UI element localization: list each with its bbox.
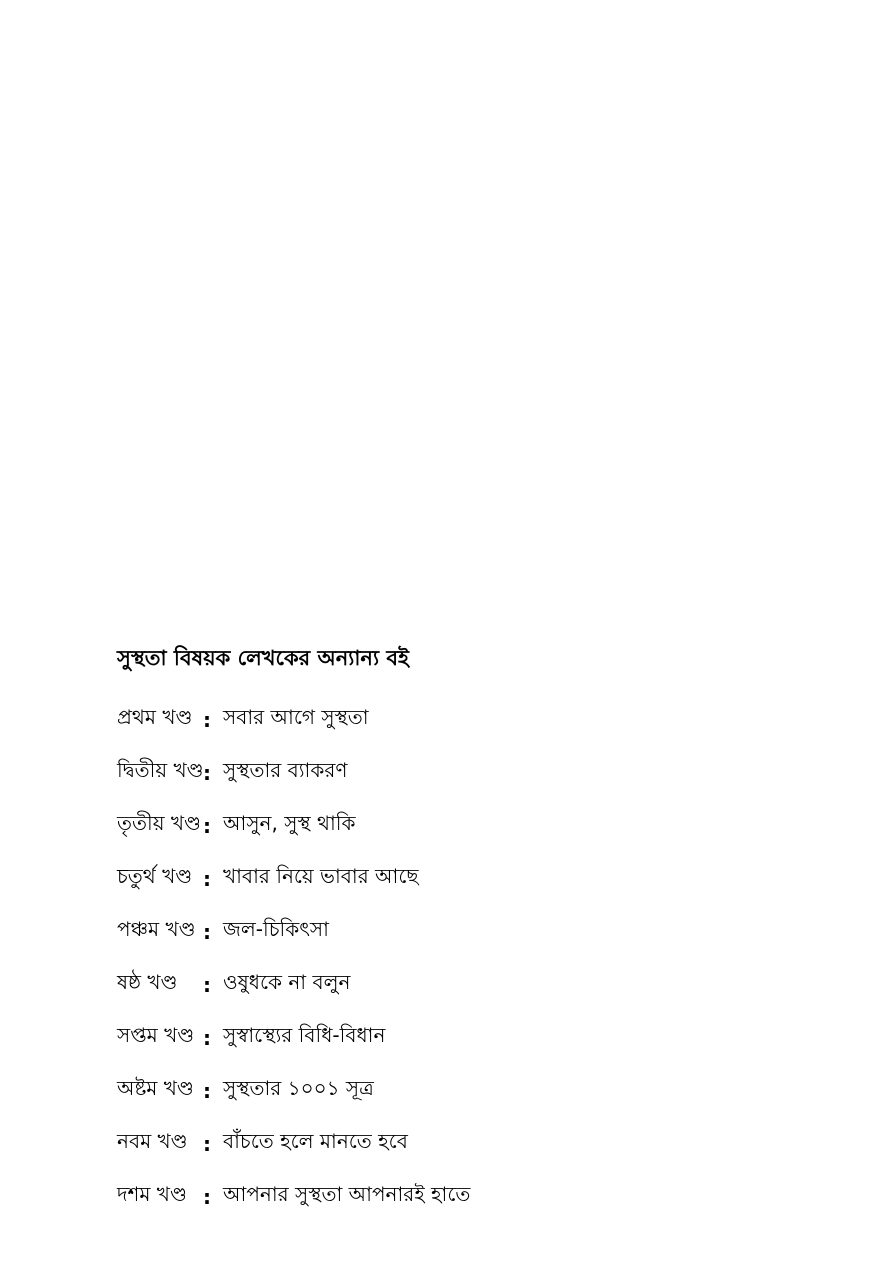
book-title: সুস্থতার ১০০১ সূত্র bbox=[223, 1076, 374, 1100]
list-item bbox=[117, 746, 777, 799]
volume-label: প্রথম খণ্ড bbox=[117, 705, 193, 729]
list-item bbox=[117, 1011, 777, 1064]
list-item bbox=[117, 1064, 777, 1117]
book-title: বাঁচতে হলে মানতে হবে bbox=[223, 1129, 408, 1153]
list-item bbox=[117, 905, 777, 958]
volume-label: নবম খণ্ড bbox=[117, 1129, 188, 1153]
separator: : bbox=[203, 707, 211, 732]
list-item bbox=[117, 799, 777, 852]
list-item bbox=[117, 1117, 777, 1170]
volume-label: তৃতীয় খণ্ড bbox=[117, 811, 201, 835]
book-title: সবার আগে সুস্থতা bbox=[223, 705, 369, 729]
volume-label: দ্বিতীয় খণ্ড bbox=[117, 758, 204, 782]
book-title: আপনার সুস্থতা আপনারই হাতে bbox=[223, 1182, 471, 1206]
separator: : bbox=[203, 760, 211, 785]
separator: : bbox=[203, 919, 211, 944]
volume-label: সপ্তম খণ্ড bbox=[117, 1023, 195, 1047]
book-title: জল-চিকিৎসা bbox=[223, 917, 329, 941]
book-title: খাবার নিয়ে ভাবার আছে bbox=[223, 864, 419, 888]
list-item bbox=[117, 1170, 777, 1223]
list-heading: সুস্থতা বিষয়ক লেখকের অন্যান্য বই bbox=[117, 646, 409, 670]
list-item bbox=[117, 852, 777, 905]
volume-label: ষষ্ঠ খণ্ড bbox=[117, 970, 178, 994]
separator: : bbox=[203, 1131, 211, 1156]
separator: : bbox=[203, 866, 211, 891]
other-books-list bbox=[117, 640, 777, 1223]
volume-label: পঞ্চম খণ্ড bbox=[117, 917, 196, 941]
volume-label: দশম খণ্ড bbox=[117, 1182, 187, 1206]
separator: : bbox=[203, 1184, 211, 1209]
book-title: সুস্থতার ব্যাকরণ bbox=[223, 758, 348, 782]
book-title: সুস্বাস্থ্যের বিধি-বিধান bbox=[223, 1023, 386, 1047]
volume-label: অষ্টম খণ্ড bbox=[117, 1076, 194, 1100]
separator: : bbox=[203, 1078, 211, 1103]
list-item bbox=[117, 693, 777, 746]
separator: : bbox=[203, 813, 211, 838]
volume-label: চতুর্থ খণ্ড bbox=[117, 864, 193, 888]
separator: : bbox=[203, 972, 211, 997]
book-title: ওষুধকে না বলুন bbox=[223, 970, 351, 994]
list-item bbox=[117, 958, 777, 1011]
separator: : bbox=[203, 1025, 211, 1050]
book-title: আসুন, সুস্থ থাকি bbox=[223, 811, 356, 835]
